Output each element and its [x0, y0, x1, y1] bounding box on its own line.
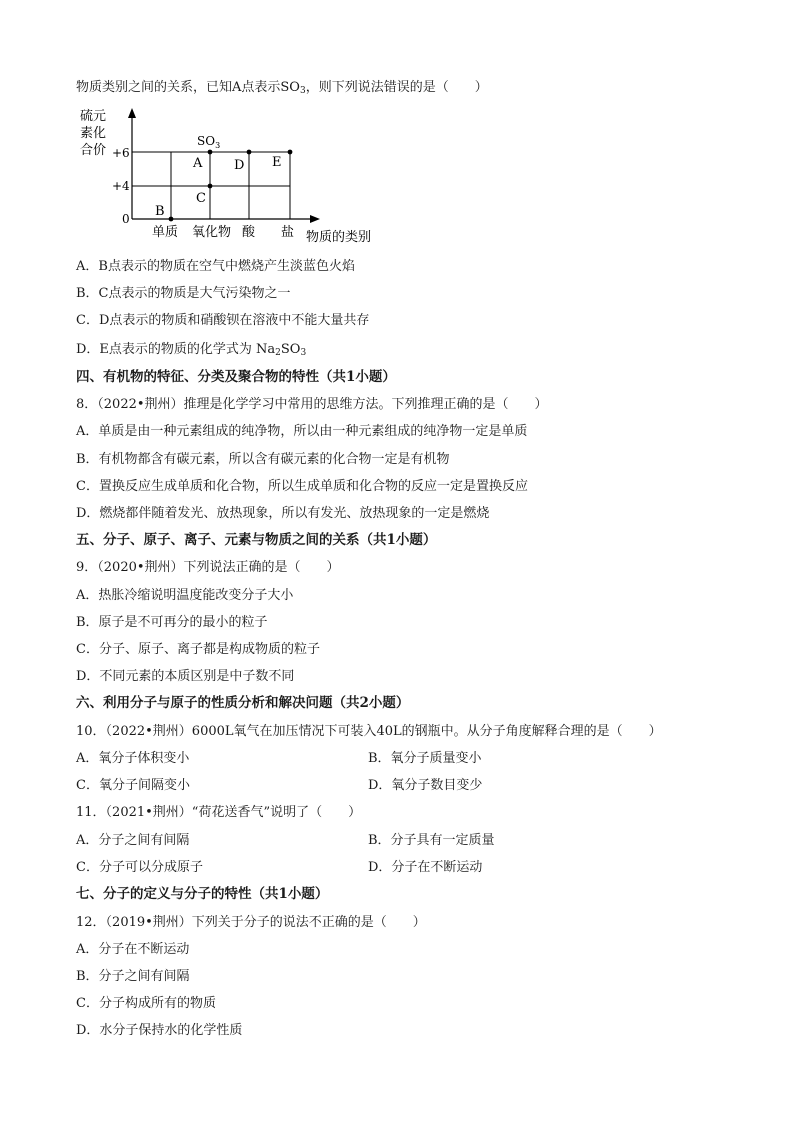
x-axis-arrow [310, 215, 320, 223]
q9-option-d: D．不同元素的本质区别是中子数不同 [76, 669, 295, 684]
q8-option-c: C．置换反应生成单质和化合物，所以生成单质和化合物的反应一定是置换反应 [76, 479, 528, 494]
q7-option-a: A．B点表示的物质在空气中燃烧产生淡蓝色火焰 [76, 259, 355, 274]
q10-options-row-1 [76, 750, 696, 767]
q11-option-b: B．分子具有一定质量 [368, 833, 495, 848]
q10-stem: 10．（2022•荆州）6000L氧气在加压情况下可装入40L的钢瓶中。从分子角度解释合理的是（ ） [76, 724, 662, 739]
y-axis-label-2: 素化 [80, 126, 107, 141]
q12-option-a: A．分子在不断运动 [76, 942, 190, 957]
label-E: E [272, 155, 282, 170]
label-B: B [155, 204, 165, 219]
q9-option-b: B．原子是不可再分的最小的粒子 [76, 615, 268, 630]
point-D [247, 150, 252, 155]
q11-option-c: C．分子可以分成原子 [76, 860, 203, 875]
q11-option-d: D．分子在不断运动 [368, 860, 483, 875]
q9-option-c: C．分子、原子、离子都是构成物质的粒子 [76, 642, 320, 657]
section-7-heading: 七、分子的定义与分子的特性（共1小题） [76, 886, 329, 902]
q12-option-d: D．水分子保持水的化学性质 [76, 1023, 243, 1038]
q12-option-c: C．分子构成所有的物质 [76, 996, 216, 1011]
x-tick-acid: 酸 [242, 225, 256, 240]
q8-stem: 8．（2022•荆州）推理是化学学习中常用的思维方法。下列推理正确的是（ ） [76, 397, 548, 412]
y-tick-6: +6 [112, 146, 130, 160]
point-E [288, 150, 293, 155]
q11-options-row-2 [76, 859, 696, 876]
q8-option-a: A．单质是由一种元素组成的纯净物，所以由一种元素组成的纯净物一定是单质 [76, 424, 528, 439]
q10-option-b: B．氧分子质量变小 [368, 751, 482, 766]
label-C: C [196, 191, 206, 206]
point-C [208, 184, 213, 189]
q10-option-c: C．氧分子间隔变小 [76, 778, 190, 793]
q8-option-b: B．有机物都含有碳元素，所以含有碳元素的化合物一定是有机物 [76, 452, 450, 467]
q11-options-row-1 [76, 832, 696, 849]
y-axis-label-1: 硫元 [80, 109, 107, 124]
label-A: A [193, 156, 203, 171]
q8-option-d: D．燃烧都伴随着发光、放热现象，所以有发光、放热现象的一定是燃烧 [76, 506, 490, 521]
y-axis-arrow [128, 108, 136, 118]
x-tick-oxide: 氧化物 [192, 225, 232, 240]
point-A [208, 150, 213, 155]
q9-option-a: A．热胀冷缩说明温度能改变分子大小 [76, 588, 294, 603]
q7-option-d: D．E点表示的物质的化学式为 $Na_2SO_3$ [76, 342, 307, 358]
q9-stem: 9．（2020•荆州）下列说法正确的是（ ） [76, 560, 340, 575]
point-B [169, 217, 174, 222]
y-axis-label-3: 合价 [80, 143, 107, 158]
q10-option-a: A．氧分子体积变小 [76, 751, 190, 766]
q7-option-c: C．D点表示的物质和硝酸钡在溶液中不能大量共存 [76, 313, 370, 328]
x-tick-salt: 盐 [281, 225, 295, 240]
y-tick-4: +4 [112, 179, 130, 193]
section-6-heading: 六、利用分子与原子的性质分析和解决问题（共2小题） [76, 695, 410, 711]
y-tick-0: 0 [122, 212, 130, 226]
q10-option-d: D．氧分子数目变少 [368, 778, 483, 793]
x-tick-elemental: 单质 [152, 225, 179, 240]
section-5-heading: 五、分子、原子、离子、元素与物质之间的关系（共1小题） [76, 532, 437, 548]
label-D: D [234, 158, 245, 173]
section-4-heading: 四、有机物的特征、分类及聚合物的特性（共1小题） [76, 369, 396, 385]
q11-option-a: A．分子之间有间隔 [76, 833, 190, 848]
so3-annotation: $SO_3$ [197, 134, 221, 150]
x-axis-label: 物质的类别 [306, 230, 372, 245]
q10-options-row-2 [76, 777, 696, 794]
q12-option-b: B．分子之间有间隔 [76, 969, 190, 984]
q7-option-b: B．C点表示的物质是大气污染物之一 [76, 286, 291, 301]
q11-stem: 11．（2021•荆州）“荷花送香气”说明了（ ） [76, 805, 362, 820]
valence-chart [72, 104, 392, 248]
question-7-intro: 物质类别之间的关系，已知A点表示$SO_3$，则下列说法错误的是（ ） [76, 80, 488, 96]
q12-stem: 12．（2019•荆州）下列关于分子的说法不正确的是（ ） [76, 915, 426, 930]
